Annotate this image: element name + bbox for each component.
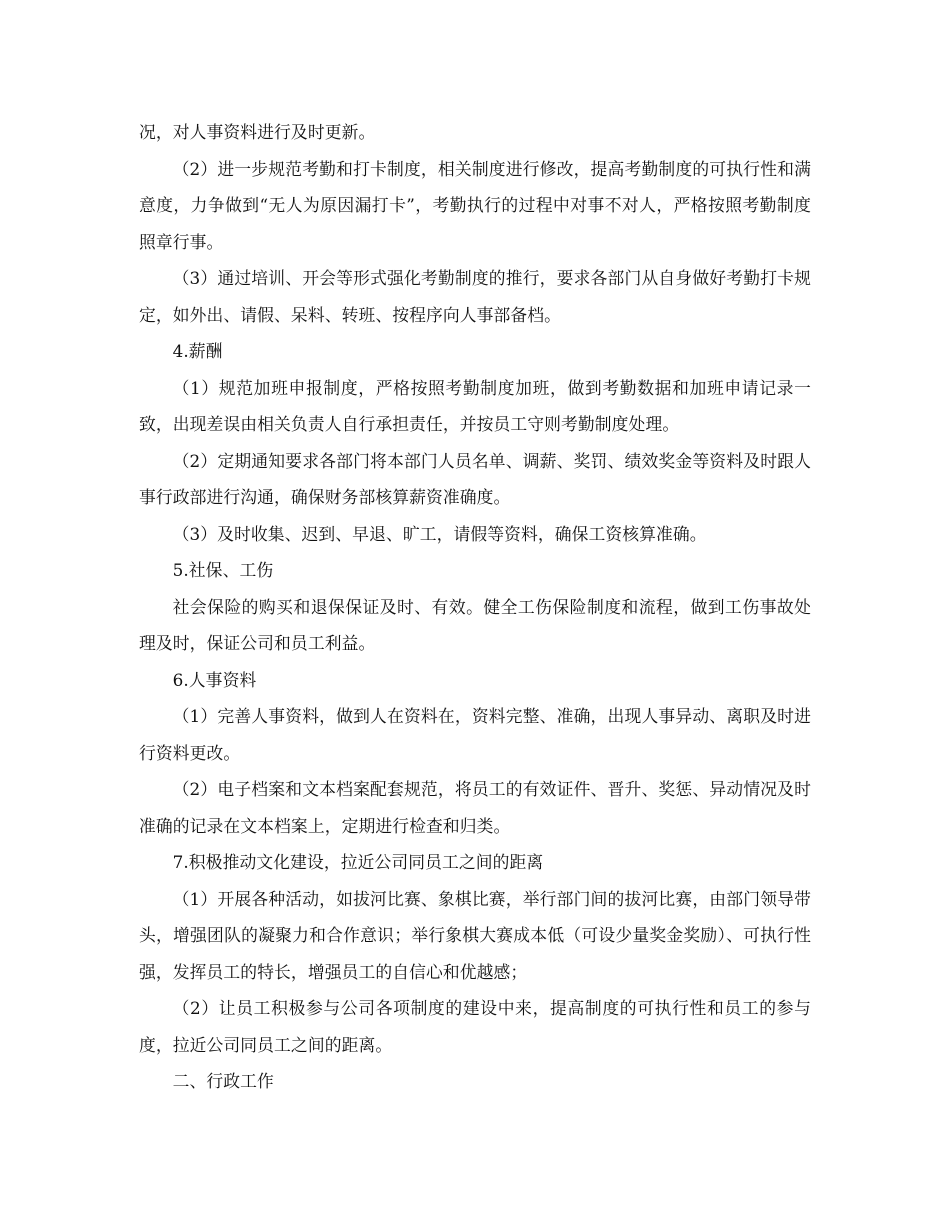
section-heading-salary: 4.薪酬 (172, 341, 223, 361)
section-heading-culture: 7.积极推动文化建设，拉近公司同员工之间的距离 (172, 852, 544, 872)
paragraph-continuation: 况，对人事资料进行及时更新。 (139, 122, 376, 142)
section-heading-personnel-records: 6.人事资料 (172, 669, 257, 690)
paragraph-salary-2: （2）定期通知要求各部门将本部门人员名单、调薪、奖罚、绩效奖金等资料及时跟人事行政部进行沟通，确保财务部核算薪资准确度。 (139, 450, 811, 507)
paragraph-records-2: （2）电子档案和文本档案配套规范，将员工的有效证件、晋升、奖惩、异动情况及时准确的记录在文本档案上，定期进行检查和归类。 (139, 779, 811, 836)
paragraph-salary-1: （1）规范加班申报制度，严格按照考勤制度加班，做到考勤数据和加班申请记录一致，出现差误由相关负责人自行承担责任，并按员工守则考勤制度处理。 (139, 377, 811, 434)
paragraph-culture-2: （2）让员工积极参与公司各项制度的建设中来，提高制度的可执行性和员工的参与度，拉近公司同员工之间的距离。 (139, 998, 811, 1055)
paragraph-social-insurance: 社会保险的购买和退保保证及时、有效。健全工伤保险制度和流程，做到工伤事故处理及时，保证公司和员工利益。 (139, 596, 811, 653)
paragraph-culture-1: （1）开展各种活动，如拔河比赛、象棋比赛，举行部门间的拔河比赛，由部门领导带头，增强团队的凝聚力和合作意识；举行象棋大赛成本低（可设少量奖金奖励）、可执行性强，发挥员工的特长，增强员工的自信心和优越感； (139, 888, 811, 982)
section-heading-social-insurance: 5.社保、工伤 (172, 560, 274, 580)
paragraph-records-1: （1）完善人事资料，做到人在资料在，资料完整、准确，出现人事异动、离职及时进行资料更改。 (139, 706, 811, 763)
section-heading-administration: 二、行政工作 (172, 1071, 274, 1091)
paragraph-salary-3: （3）及时收集、迟到、早退、旷工，请假等资料，确保工资核算准确。 (172, 523, 707, 544)
document-body (139, 114, 811, 1100)
paragraph-attendance-2: （2）进一步规范考勤和打卡制度，相关制度进行修改，提高考勤制度的可执行性和满意度，力争做到“无人为原因漏打卡”，考勤执行的过程中对事不对人，严格按照考勤制度照章行事。 (139, 158, 811, 252)
paragraph-attendance-3: （3）通过培训、开会等形式强化考勤制度的推行，要求各部门从自身做好考勤打卡规定，如外出、请假、呆料、转班、按程序向人事部备档。 (139, 268, 811, 325)
